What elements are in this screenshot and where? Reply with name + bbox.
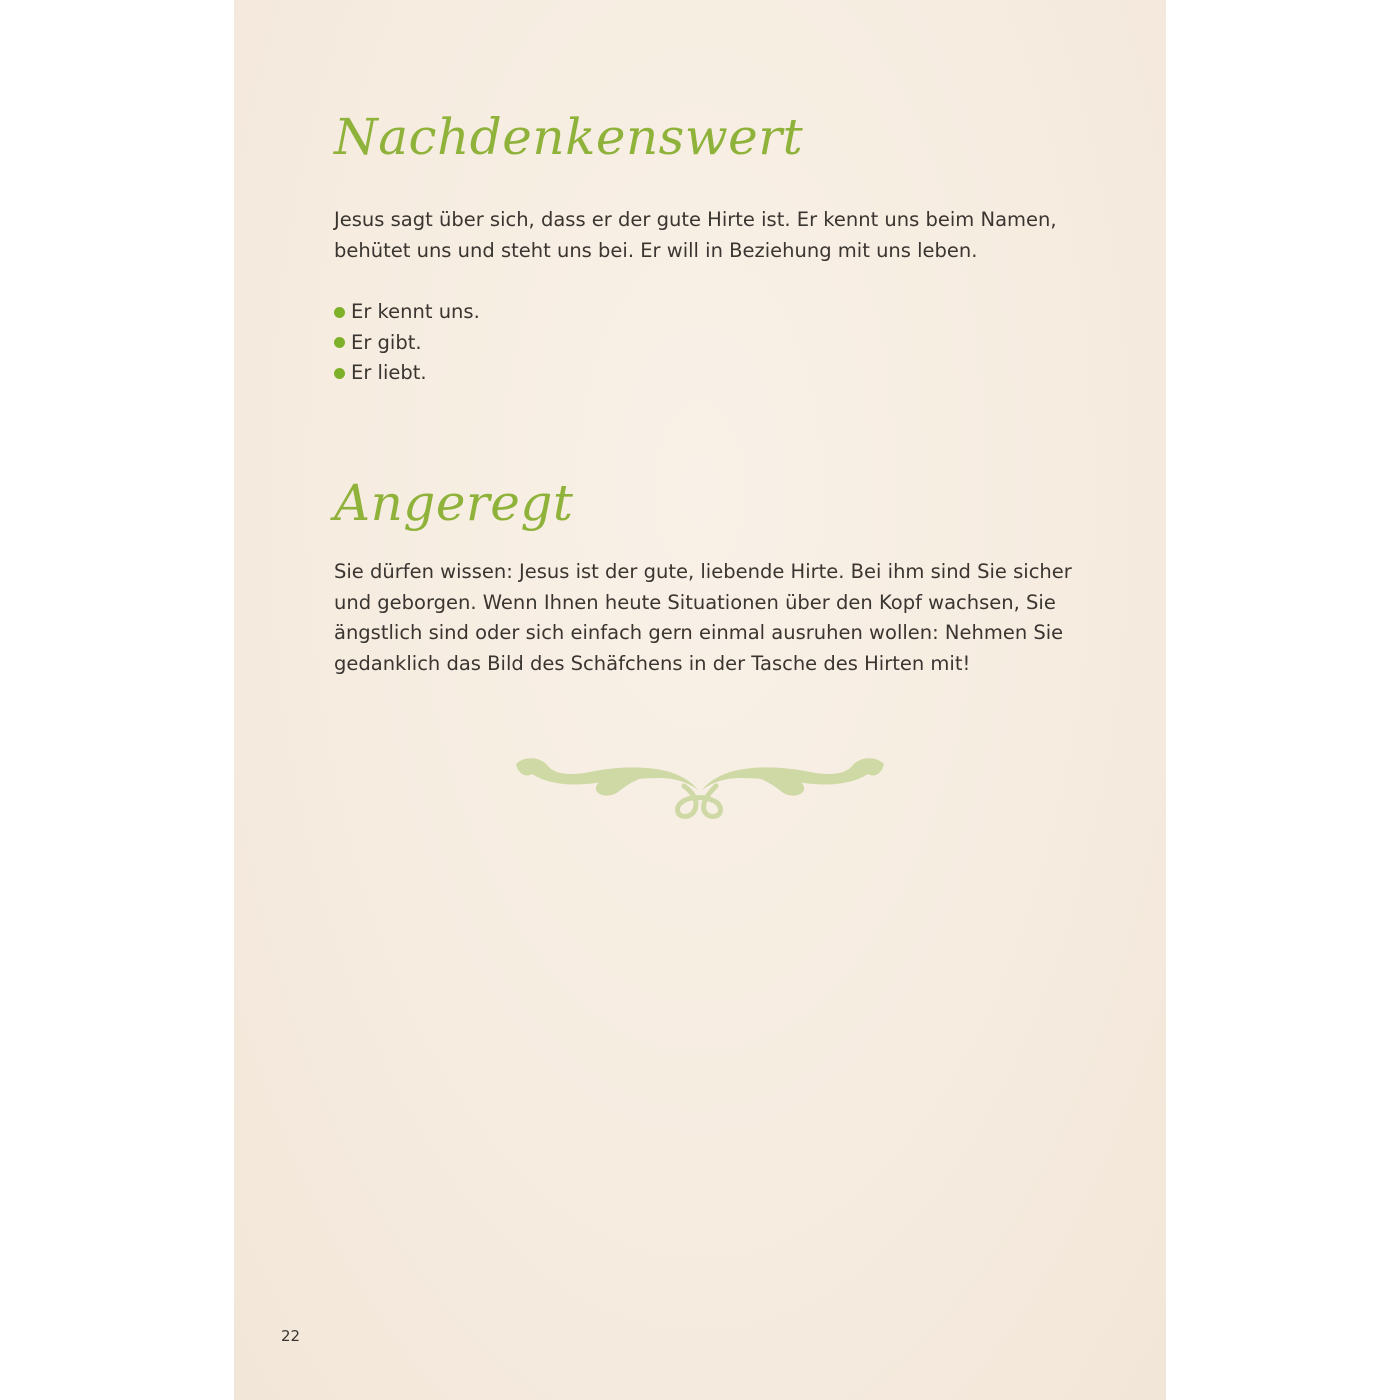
list-item: [334, 328, 480, 359]
heading-angeregt: Angeregt: [334, 474, 574, 532]
page-number: 22: [281, 1327, 301, 1345]
list-item: [334, 297, 480, 328]
paragraph-angeregt: Sie dürfen wissen: Jesus ist der gute, liebende Hirte. Bei ihm sind Sie sicher und geborgen. Wenn Ihnen heute Situationen über den Kopf wachsen, Sie ängstlich sind oder sich einfach gern einmal ausruhen wollen: Nehmen Sie gedanklich das Bild des Schäfchens in der Tasche des Hirten mit!: [334, 560, 1072, 675]
book-page: [234, 0, 1166, 1400]
flourish-divider-icon: [510, 752, 890, 824]
bullet-list: [334, 297, 480, 389]
paragraph-nachdenkenswert: Jesus sagt über sich, dass er der gute Hirte ist. Er kennt uns beim Namen, behütet uns und steht uns bei. Er will in Beziehung mit uns leben.: [334, 208, 1057, 262]
list-item-text: Er liebt.: [351, 361, 427, 384]
bullet-dot-icon: [334, 307, 345, 318]
list-item: [334, 358, 480, 389]
list-item-text: Er gibt.: [351, 330, 422, 354]
heading-nachdenkenswert: Nachdenkenswert: [334, 108, 804, 166]
bullet-dot-icon: [334, 337, 345, 348]
list-item-text: Er kennt uns.: [351, 300, 480, 323]
bullet-dot-icon: [334, 368, 345, 379]
